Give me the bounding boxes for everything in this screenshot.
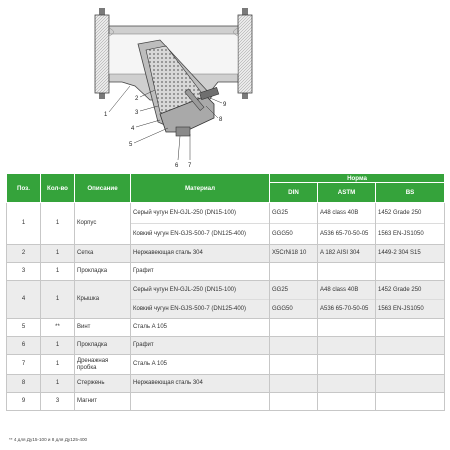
cell-bs: [376, 375, 445, 393]
cell-qty: 1: [41, 375, 75, 393]
cell-pos: 3: [7, 263, 41, 281]
cell-bs: [376, 393, 445, 411]
cell-material: Графит: [131, 263, 270, 281]
callout-6: 6: [175, 163, 179, 169]
cell-astm-line: A536 65-70-50-05: [318, 223, 375, 244]
cell-pos: 1: [7, 203, 41, 245]
cell-material-line: Ковкий чугун EN-GJS-500-7 (DN125-400): [131, 223, 269, 244]
header-bs: BS: [376, 183, 445, 203]
header-din: DIN: [270, 183, 318, 203]
cell-qty: 3: [41, 393, 75, 411]
cell-pos: 5: [7, 319, 41, 337]
table-row: [7, 281, 445, 319]
cell-bs: [376, 319, 445, 337]
cell-material: Нержавеющая сталь 304: [131, 245, 270, 263]
cell-material: Нержавеющая сталь 304: [131, 375, 270, 393]
cell-material: Графит: [131, 337, 270, 355]
header-qty: Кол-во: [41, 174, 75, 203]
cell-astm: [318, 203, 376, 245]
cell-pos: 6: [7, 337, 41, 355]
cell-bs: [376, 281, 445, 319]
cell-desc: Магнит: [75, 393, 131, 411]
cell-desc: Сетка: [75, 245, 131, 263]
cell-astm-line: A48 class 40B: [320, 210, 359, 216]
table-row: [7, 245, 445, 263]
table-row: [7, 355, 445, 375]
cell-astm: [318, 281, 376, 319]
cell-din-line: GGG50: [270, 223, 317, 244]
callout-9: 9: [223, 102, 227, 108]
cell-astm: [318, 263, 376, 281]
cell-desc: Прокладка: [75, 337, 131, 355]
cell-qty: **: [41, 319, 75, 337]
cell-material-line: Серый чугун EN-GJL-250 (DN15-100): [133, 287, 236, 293]
strainer-cross-section-drawing: [0, 0, 450, 172]
table-row: [7, 337, 445, 355]
footnote: ** 4 для Ду15-100 и 8 для Ду125-400: [9, 437, 88, 442]
table-row: [7, 375, 445, 393]
cell-astm: [318, 375, 376, 393]
callout-3: 3: [135, 110, 139, 116]
cell-qty: 1: [41, 281, 75, 319]
callout-2: 2: [135, 96, 139, 102]
cell-qty: 1: [41, 263, 75, 281]
cell-din: [270, 337, 318, 355]
cell-pos: 9: [7, 393, 41, 411]
callout-7: 7: [188, 163, 192, 169]
cell-din: [270, 355, 318, 375]
cell-astm-line: A536 65-70-50-05: [318, 299, 375, 318]
cell-astm-line: A48 class 40B: [320, 287, 359, 293]
cell-qty: 1: [41, 337, 75, 355]
cell-pos: 8: [7, 375, 41, 393]
materials-table-header: [7, 174, 445, 203]
cell-din: [270, 393, 318, 411]
callout-1: 1: [104, 112, 108, 118]
cell-material: [131, 393, 270, 411]
cell-bs-line: 1452 Grade 250: [378, 287, 422, 293]
cell-desc: Прокладка: [75, 263, 131, 281]
cell-qty: 1: [41, 203, 75, 245]
table-row: [7, 203, 445, 245]
cell-material: [131, 281, 270, 319]
cell-bs: [376, 203, 445, 245]
callout-8: 8: [219, 117, 223, 123]
cell-bs: [376, 337, 445, 355]
cell-bs: 1449-2 304 S15: [376, 245, 445, 263]
cell-bs-line: 1563 EN-JS1050: [376, 223, 444, 244]
cell-material: Сталь A 105: [131, 355, 270, 375]
cell-bs: [376, 263, 445, 281]
cell-din: [270, 319, 318, 337]
cell-bs: [376, 355, 445, 375]
cell-material: Сталь A 105: [131, 319, 270, 337]
cell-qty: 1: [41, 355, 75, 375]
callout-5: 5: [129, 142, 133, 148]
cell-astm: [318, 319, 376, 337]
cell-din: [270, 375, 318, 393]
cell-astm: [318, 355, 376, 375]
cell-pos: 4: [7, 281, 41, 319]
cell-material: [131, 203, 270, 245]
cell-desc: Крышка: [75, 281, 131, 319]
cell-bs-line: 1563 EN-JS1050: [376, 299, 444, 318]
cell-desc: Винт: [75, 319, 131, 337]
header-material: Материал: [131, 174, 270, 203]
cell-din: [270, 281, 318, 319]
cell-astm: [318, 337, 376, 355]
cell-material-line: Ковкий чугун EN-GJS-500-7 (DN125-400): [131, 299, 269, 318]
materials-table-body: [7, 203, 445, 411]
cell-desc: Корпус: [75, 203, 131, 245]
header-norm: Норма: [270, 174, 445, 183]
cell-din: [270, 263, 318, 281]
callout-4: 4: [131, 126, 135, 132]
table-row: [7, 263, 445, 281]
cell-astm: [318, 393, 376, 411]
cell-desc: Стержень: [75, 375, 131, 393]
cell-pos: 2: [7, 245, 41, 263]
cell-din-line: GG25: [272, 287, 289, 293]
cell-astm: A 182 AISI 304: [318, 245, 376, 263]
cell-bs-line: 1452 Grade 250: [378, 210, 422, 216]
table-row: [7, 393, 445, 411]
cell-din-line: GGG50: [270, 299, 317, 318]
cell-din: [270, 203, 318, 245]
cell-din-line: GG25: [272, 210, 289, 216]
table-row: [7, 319, 445, 337]
cell-din: X5CrNi18 10: [270, 245, 318, 263]
cell-desc: Дренажная пробка: [75, 355, 131, 375]
materials-table: [6, 173, 445, 411]
left-flange: [95, 15, 109, 93]
cell-qty: 1: [41, 245, 75, 263]
cell-pos: 7: [7, 355, 41, 375]
cell-material-line: Серый чугун EN-GJL-250 (DN15-100): [133, 210, 236, 216]
header-pos: Поз.: [7, 174, 41, 203]
header-desc: Описание: [75, 174, 131, 203]
right-flange: [238, 15, 252, 93]
header-astm: ASTM: [318, 183, 376, 203]
